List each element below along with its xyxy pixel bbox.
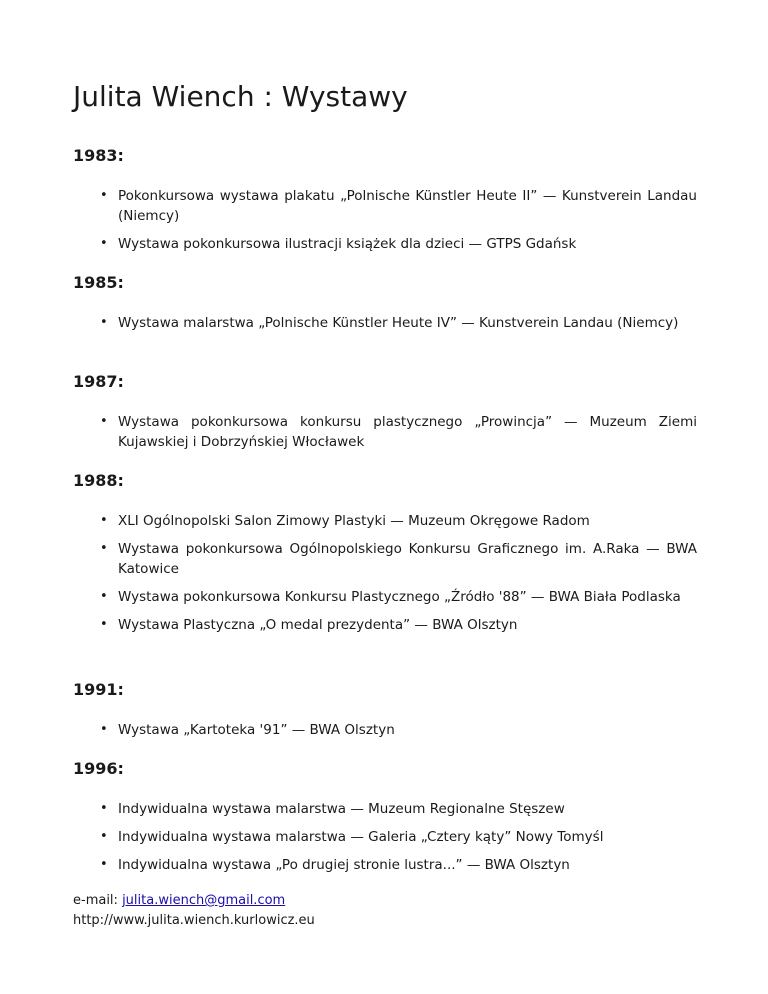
section-1987 (73, 372, 697, 452)
section-1996 (73, 759, 697, 875)
list-item: • Wystawa Plastyczna „O medal prezydenta” — BWA Olsztyn (100, 617, 518, 633)
list-item: • Indywidualna wystawa malarstwa — Galeria „Cztery kąty” Nowy Tomyśl (100, 829, 604, 845)
exhibition-list (73, 720, 697, 740)
email-line (73, 891, 315, 911)
bullet-icon: • (100, 541, 108, 556)
list-item: • Wystawa pokonkursowa Konkursu Plastycznego „Źródło '88” — BWA Biała Podlaska (100, 589, 681, 605)
bullet-icon: • (100, 722, 108, 737)
bullet-icon: • (100, 188, 108, 203)
exhibition-list (73, 511, 697, 635)
website-text: http://www.julita.wiench.kurlowicz.eu (73, 913, 315, 928)
year-heading: 1983: (73, 146, 124, 165)
exhibition-list (73, 412, 697, 452)
year-heading: 1987: (73, 372, 124, 391)
year-heading: 1991: (73, 680, 124, 699)
list-item: • Indywidualna wystawa malarstwa — Muzeum Regionalne Stęszew (100, 801, 565, 817)
section-1991 (73, 680, 697, 740)
bullet-icon: • (100, 829, 108, 844)
exhibition-list (73, 186, 697, 254)
year-heading: 1996: (73, 759, 124, 778)
list-item: • Wystawa malarstwa „Polnische Künstler Heute IV” — Kunstverein Landau (Niemcy) (100, 315, 679, 331)
exhibition-list (73, 799, 697, 875)
list-item: • XLI Ogólnopolski Salon Zimowy Plastyki — Muzeum Okręgowe Radom (100, 513, 590, 529)
bullet-icon: • (100, 513, 108, 528)
list-item: • Wystawa „Kartoteka '91” — BWA Olsztyn (100, 722, 395, 738)
bullet-icon: • (100, 801, 108, 816)
bullet-icon: • (100, 589, 108, 604)
bullet-icon: • (100, 315, 108, 330)
section-1985 (73, 273, 697, 333)
list-item: • Pokonkursowa wystawa plakatu „Polnische Künstler Heute II” — Kunstverein Landau (Niemcy) (100, 188, 697, 224)
email-link[interactable]: julita.wiench@gmail.com (122, 893, 286, 908)
exhibition-list (73, 313, 697, 333)
contact-footer (73, 891, 315, 931)
list-item: • Wystawa pokonkursowa konkursu plastycznego „Prowincja” — Muzeum Ziemi Kujawskiej i Dobrzyńskiej Włocławek (100, 414, 697, 450)
section-1988 (73, 471, 697, 635)
list-item: • Wystawa pokonkursowa Ogólnopolskiego Konkursu Graficznego im. A.Raka — BWA Katowice (100, 541, 697, 577)
list-item: • Indywidualna wystawa „Po drugiej stronie lustra...” — BWA Olsztyn (100, 857, 570, 873)
bullet-icon: • (100, 236, 108, 251)
bullet-icon: • (100, 857, 108, 872)
year-heading: 1985: (73, 273, 124, 292)
year-heading: 1988: (73, 471, 124, 490)
section-1983 (73, 146, 697, 254)
bullet-icon: • (100, 414, 108, 429)
list-item: • Wystawa pokonkursowa ilustracji książek dla dzieci — GTPS Gdańsk (100, 236, 577, 252)
bullet-icon: • (100, 617, 108, 632)
page-title: Julita Wiench : Wystawy (73, 80, 408, 113)
email-label: e-mail: (73, 893, 123, 908)
